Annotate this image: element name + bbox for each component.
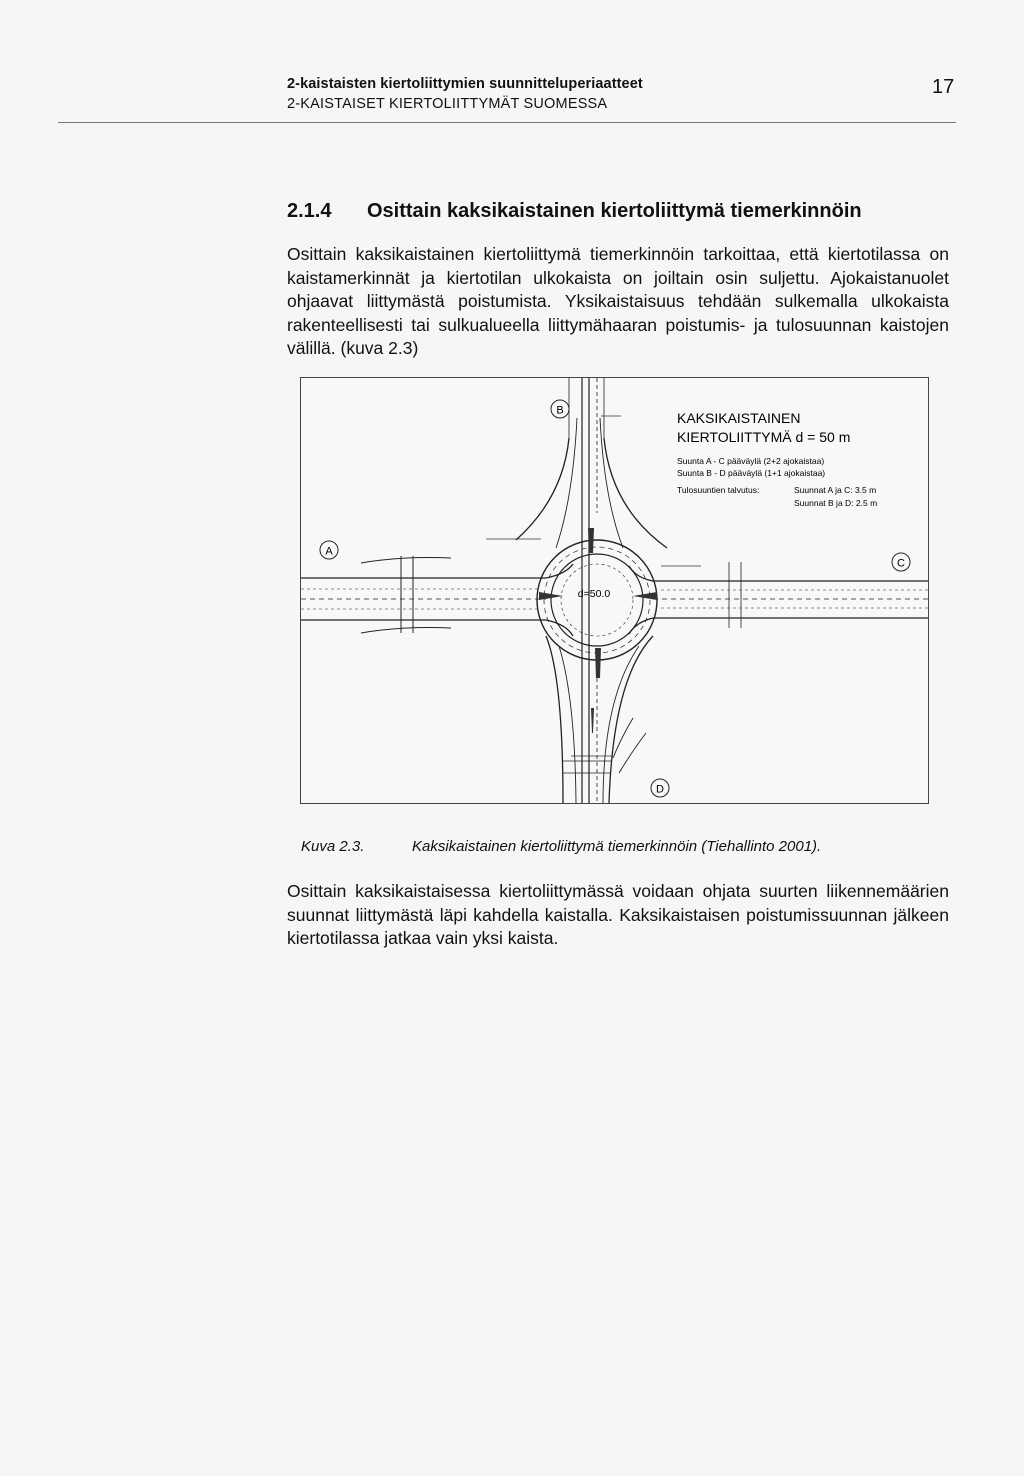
dimension-lines	[486, 416, 701, 756]
roundabout-figure	[300, 377, 929, 804]
running-header-subtitle: 2-KAISTAISET KIERTOLIITTYMÄT SUOMESSA	[287, 96, 608, 112]
main-road-ac	[301, 556, 928, 636]
branch-c-label: C	[897, 557, 905, 570]
figure-title-line1: KAKSIKAISTAINEN	[677, 410, 801, 426]
running-header-title: 2-kaistaisten kiertoliittymien suunnitteluperiaatteet	[287, 76, 643, 92]
figure-title-line2: KIERTOLIITTYMÄ d = 50 m	[677, 429, 851, 445]
page-number: 17	[932, 76, 955, 98]
figure-caption-text: Kaksikaistainen kiertoliittymä tiemerkinnöin (Tiehallinto 2001).	[412, 838, 822, 855]
section-title: Osittain kaksikaistainen kiertoliittymä tiemerkinnöin	[367, 200, 862, 222]
legend-widening-bd: Suunnat B ja D: 2.5 m	[794, 498, 878, 508]
section-number: 2.1.4	[287, 200, 332, 222]
roundabout-ring	[537, 540, 657, 660]
branch-d-label: D	[656, 783, 664, 796]
legend-widening-label: Tulosuuntien talvutus:	[677, 485, 760, 495]
legend-widening-ac: Suunnat A ja C: 3.5 m	[794, 485, 877, 495]
branch-b-label: B	[556, 404, 564, 417]
section-heading	[287, 200, 862, 223]
figure-caption-label: Kuva 2.3.	[301, 838, 365, 855]
splitter-islands	[539, 528, 657, 733]
legend-direction-ac: Suunta A - C pääväylä (2+2 ajokaistaa)	[677, 456, 825, 466]
legend-direction-bd: Suunta B - D pääväylä (1+1 ajokaistaa)	[677, 468, 826, 478]
body-paragraph-1: Osittain kaksikaistainen kiertoliittymä tiemerkinnöin tarkoittaa, että kiertotilassa on kaistamerkinnät ja kiertotilan ulkokaista on joiltain osin suljettu. Ajokaistanuolet ohjaavat liittymästä poistumista. Yksikaistaisuus tehdään sulkemalla ulkokaista rakenteellisesti tai sulkualueella liittymähaaran poistumis- ja tulosuunnan kaistojen välillä. (kuva 2.3)	[287, 244, 949, 358]
header-divider	[58, 122, 956, 123]
body-paragraph-2: Osittain kaksikaistaisessa kiertoliittymässä voidaan ohjata suurten liikennemäärien suunnat liittymästä läpi kahdella kaistalla. Kaksikaistaisen poistumissuunnan jälkeen kiertotilassa jatkaa vain yksi kaista.	[287, 881, 949, 948]
branch-a-label: A	[325, 545, 333, 558]
diameter-label: d=50.0	[577, 588, 611, 600]
roundabout-drawing	[301, 378, 928, 803]
figure-legend	[677, 410, 877, 508]
